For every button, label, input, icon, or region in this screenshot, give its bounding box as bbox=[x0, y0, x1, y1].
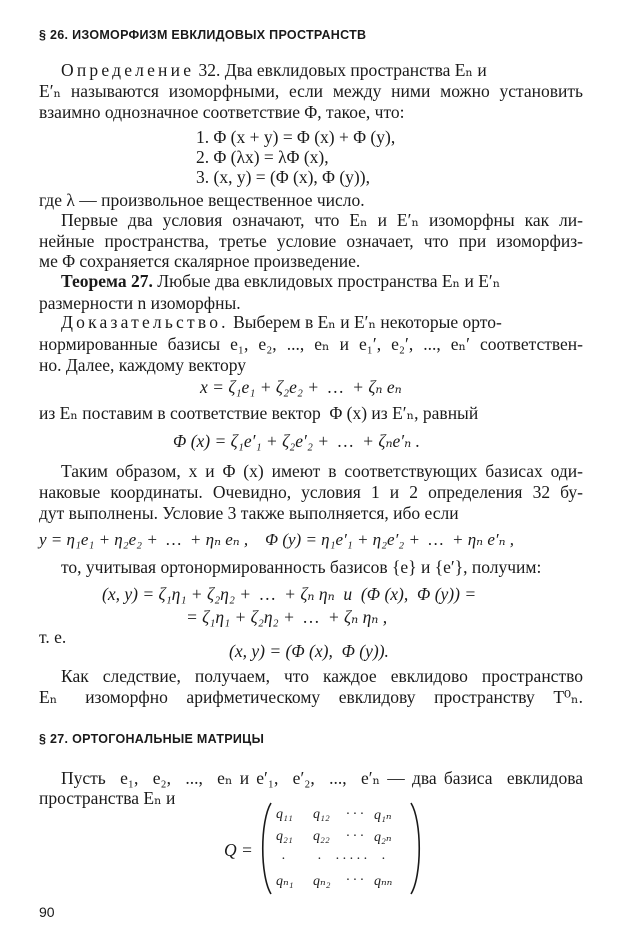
equation-phi-x: Φ (x) = ζ₁e′₁ + ζ₂e′₂ + … + ζₙe′ₙ . bbox=[173, 431, 420, 451]
condition-2: 2. Φ (λx) = λΦ (x), bbox=[196, 147, 329, 167]
equation-y: y = η₁e₁ + η₂e₂ + … + ηₙ eₙ , Φ (y) = η₁e′₁ + η₂e′₂ + … + ηₙ e′ₙ , bbox=[39, 530, 514, 549]
matrix-cell: q₂₁ bbox=[276, 829, 293, 844]
coords-line-3: дут выполнены. Условие 3 также выполняется, ибо если bbox=[39, 503, 459, 523]
matrix-lhs: Q = bbox=[224, 840, 253, 860]
theorem-label: Теорема 27. bbox=[61, 271, 153, 291]
matrix-cell: q₁ₙ bbox=[374, 808, 392, 823]
matrix-cell: q₁₁ bbox=[276, 807, 293, 822]
theorem-line-2: размерности n изоморфны. bbox=[39, 293, 241, 313]
matrix-q bbox=[258, 801, 453, 896]
proof-label: Доказательство. bbox=[61, 312, 229, 332]
corollary-line-1: Как следствие, получаем, что каждое евклидово пространство bbox=[61, 666, 583, 686]
matrix-cell: . bbox=[382, 848, 386, 863]
matrix-cell: . bbox=[318, 848, 322, 863]
ie-line: т. е. bbox=[39, 627, 67, 647]
matrix-cell: . . . . . bbox=[336, 848, 368, 863]
matrix-right-paren bbox=[408, 801, 424, 896]
remark-line-1: Первые два условия означают, что Eₙ и E′ₙ изоморфны как ли- bbox=[61, 210, 583, 230]
equation-x: x = ζ₁e₁ + ζ₂e₂ + … + ζₙ eₙ bbox=[200, 377, 402, 397]
equation-scalar-1: (x, y) = ζ₁η₁ + ζ₂η₂ + … + ζₙ ηₙ и (Φ (x), Φ (y)) = bbox=[102, 584, 477, 604]
equation-final: (x, y) = (Φ (x), Φ (y)). bbox=[229, 641, 389, 661]
remark-line-3: ме Φ сохраняется скалярное произведение. bbox=[39, 251, 361, 271]
from-line: из Eₙ поставим в соответствие вектор Φ (x) из E′ₙ, равный bbox=[39, 403, 479, 423]
section-27-heading: § 27. ОРТОГОНАЛЬНЫЕ МАТРИЦЫ bbox=[39, 732, 265, 746]
matrix-left-paren bbox=[258, 801, 274, 896]
matrix-cell: · · · bbox=[346, 807, 364, 822]
matrix-cell: qₙ₂ bbox=[313, 874, 331, 889]
matrix-cell: qₙₙ bbox=[374, 874, 393, 889]
proof-line-2: нормированные базисы e₁, e₂, ..., eₙ и e₁′, e₂′, ..., eₙ′ соответствен- bbox=[39, 334, 583, 354]
proof-line-1 bbox=[61, 312, 502, 332]
theorem-line-1 bbox=[61, 271, 500, 291]
definition-line-3: взаимно однозначное соответствие Φ, такое, что: bbox=[39, 102, 405, 122]
coords-line-2: наковые координаты. Очевидно, условия 1 и 2 определения 32 бу- bbox=[39, 482, 583, 502]
remark-line-2: нейные пространства, третье условие означает, что при изоморфиз- bbox=[39, 231, 583, 251]
section-27-intro-line-2: пространства Eₙ и bbox=[39, 788, 176, 808]
definition-label: Определение bbox=[61, 60, 195, 80]
corollary-line-2: Eₙ изоморфно арифметическому евклидову пространству T⁰ₙ. bbox=[39, 687, 583, 707]
definition-line-2: E′ₙ называются изоморфными, если между ними можно установить bbox=[39, 81, 583, 101]
proof-line-1-text: Выберем в Eₙ и E′ₙ некоторые орто- bbox=[228, 312, 502, 332]
matrix-cell: · · · bbox=[346, 829, 364, 844]
matrix-cell: q₂₂ bbox=[313, 829, 330, 844]
condition-1: 1. Φ (x + y) = Φ (x) + Φ (y), bbox=[196, 127, 396, 147]
definition-line-1-text: 32. Два евклидовых пространства Eₙ и bbox=[194, 60, 487, 80]
matrix-cell: q₂ₙ bbox=[374, 830, 392, 845]
coords-line-1: Таким образом, x и Φ (x) имеют в соответствующих базисах оди- bbox=[61, 461, 583, 481]
proof-line-3: но. Далее, каждому вектору bbox=[39, 355, 246, 375]
condition-3: 3. (x, y) = (Φ (x), Φ (y)), bbox=[196, 167, 370, 187]
matrix-cell: . bbox=[282, 848, 286, 863]
section-27-intro-line-1: Пусть e₁, e₂, ..., eₙ и e′₁, e′₂, ..., e′ₙ — два базиса евклидова bbox=[61, 768, 583, 788]
page-number: 90 bbox=[39, 904, 55, 920]
equation-scalar-2: = ζ₁η₁ + ζ₂η₂ + … + ζₙ ηₙ , bbox=[186, 607, 388, 627]
matrix-cell: q₁₂ bbox=[313, 807, 330, 822]
where-line: где λ — произвольное вещественное число. bbox=[39, 190, 365, 210]
then-line: то, учитывая ортонормированность базисов {e} и {e′}, получим: bbox=[61, 557, 542, 577]
matrix-cell: qₙ₁ bbox=[276, 874, 294, 889]
matrix-cell: · · · bbox=[346, 873, 364, 888]
section-26-heading: § 26. ИЗОМОРФИЗМ ЕВКЛИДОВЫХ ПРОСТРАНСТВ bbox=[39, 28, 367, 42]
definition-line-1 bbox=[61, 60, 487, 80]
theorem-line-1-text: Любые два евклидовых пространства Eₙ и E′ₙ bbox=[152, 271, 501, 291]
